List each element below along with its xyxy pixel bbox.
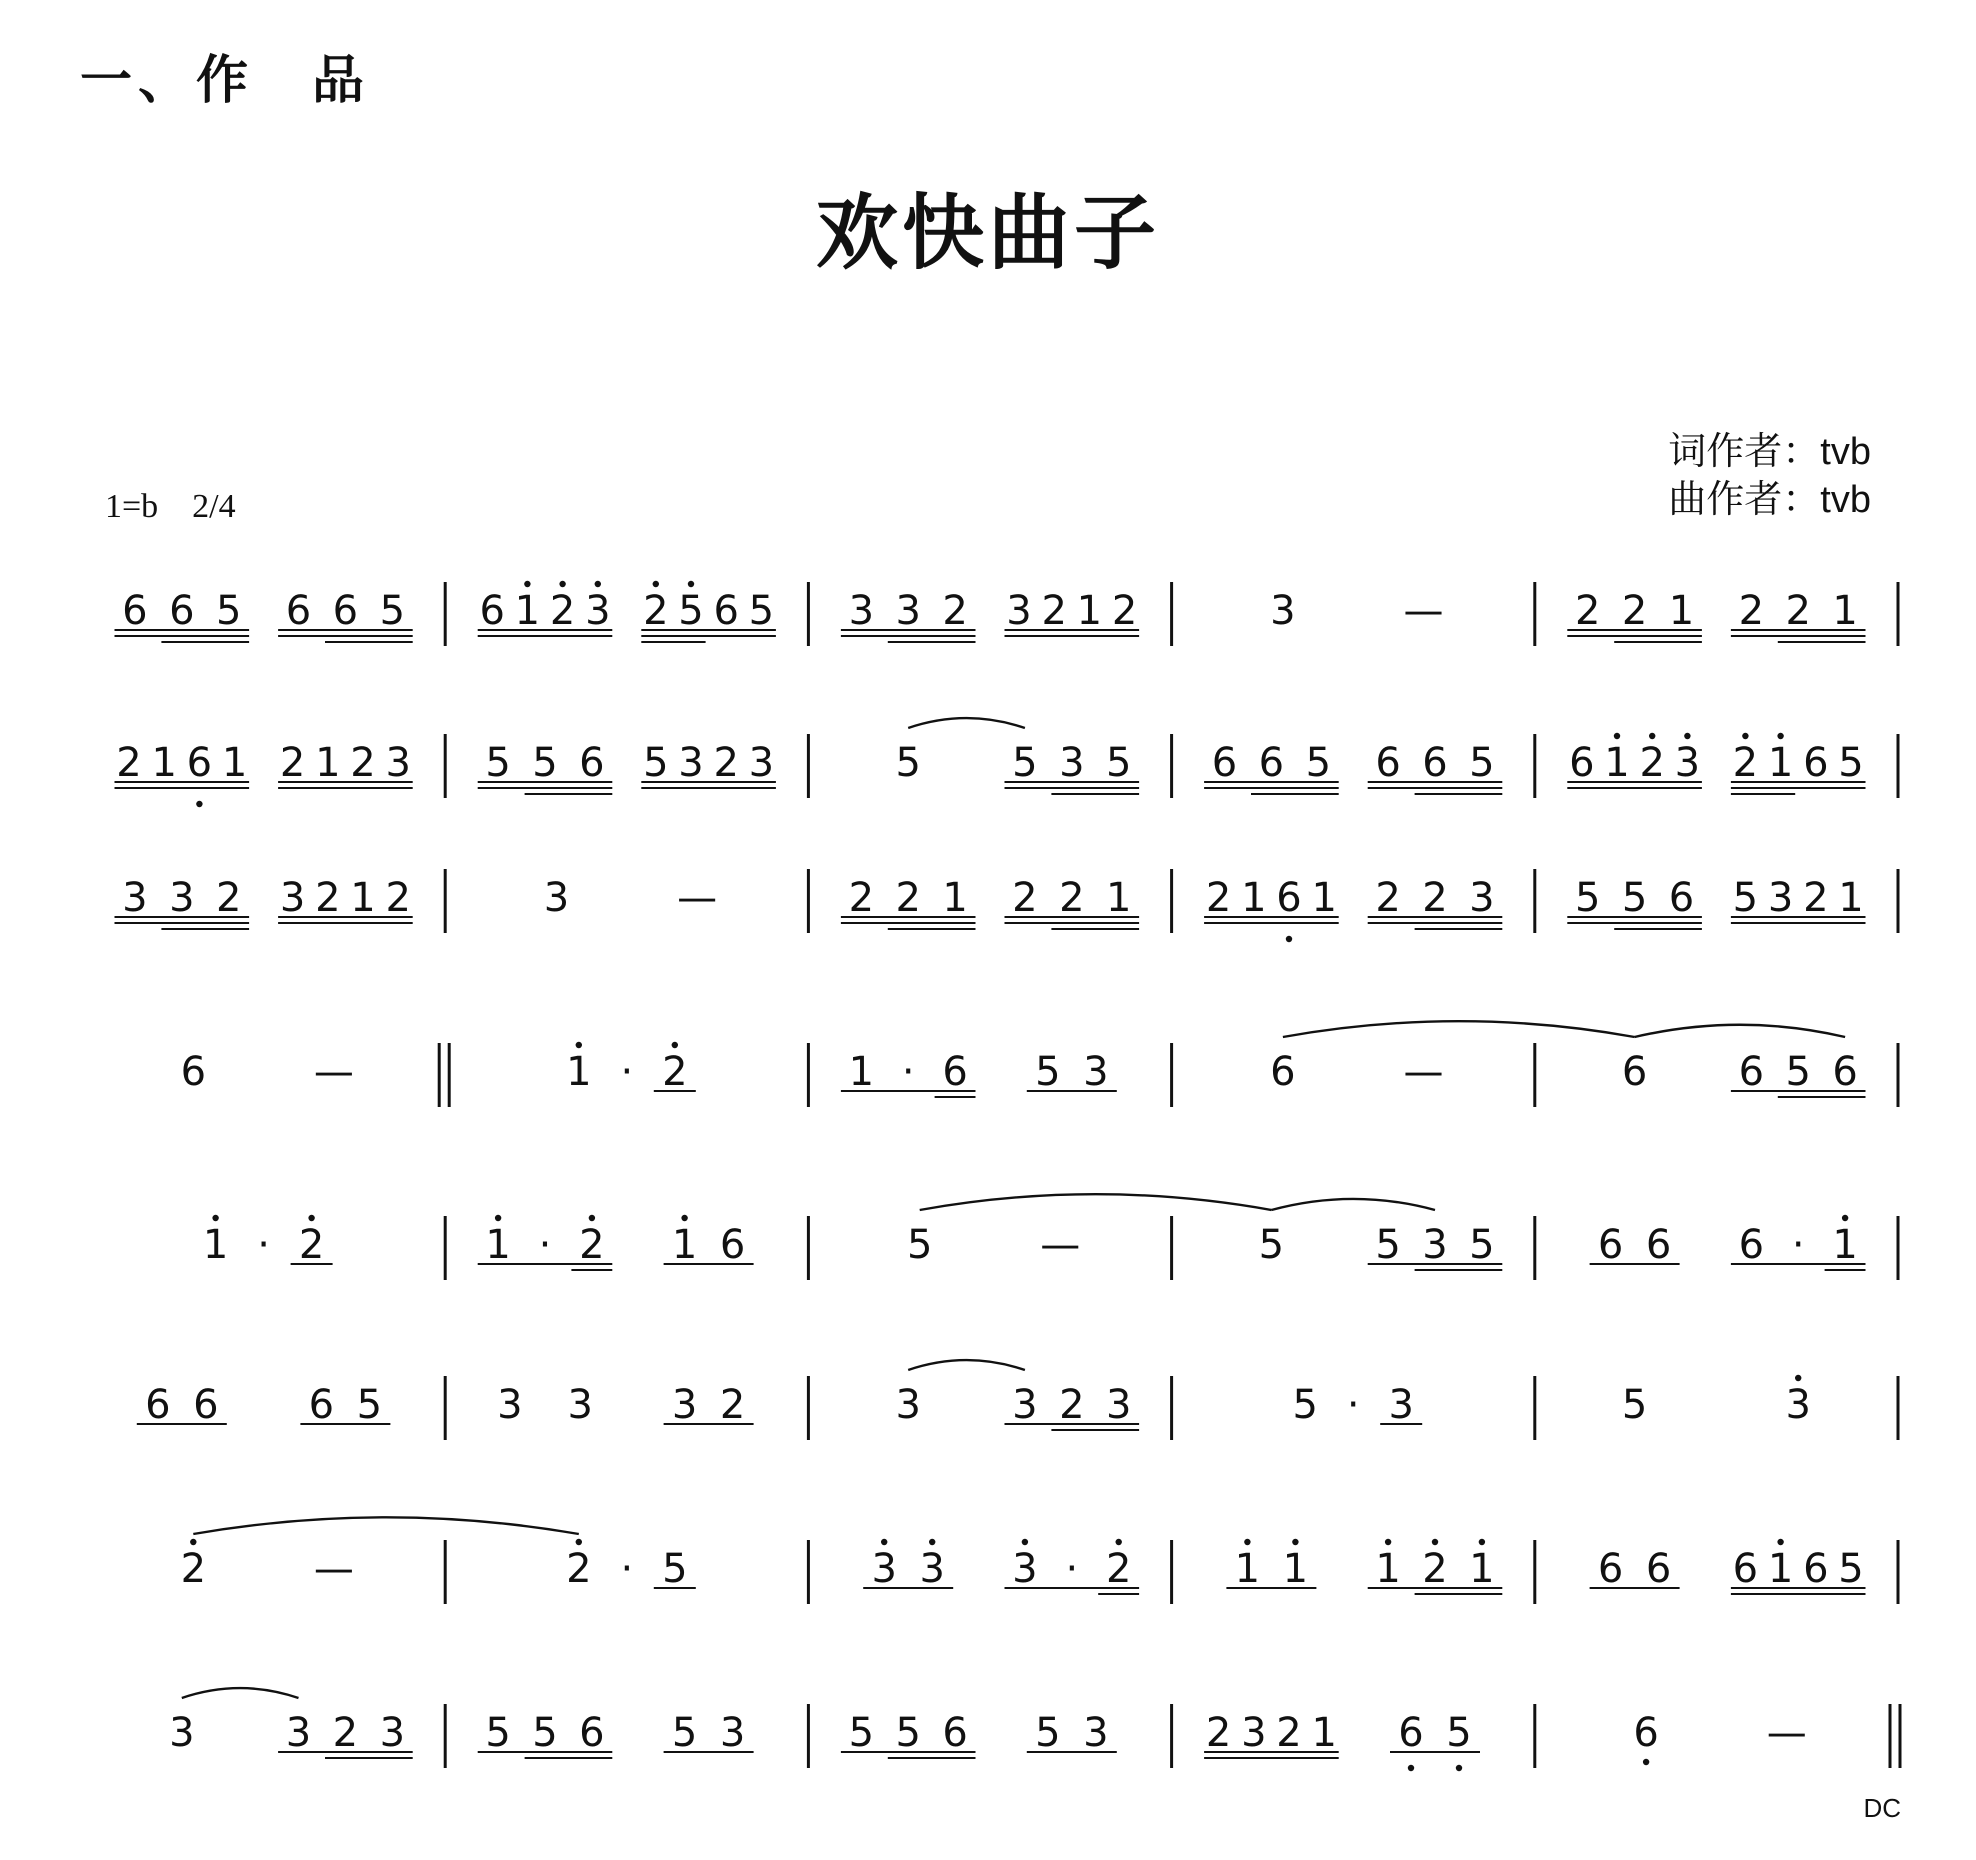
note: 2 [350,740,376,786]
dash-note: — [1766,1710,1807,1756]
dash-note: — [1403,1049,1444,1095]
note: 6 [579,740,605,786]
note: 1 [1076,588,1103,634]
note: 1 [514,588,541,634]
note: 2 [315,875,341,921]
note: 6 [1211,740,1238,786]
note: 6 [1258,740,1285,786]
note: 6 [579,1710,605,1756]
song-title: 欢快曲子 [815,185,1160,281]
note: 1 [1469,1546,1495,1592]
note: 1 [1604,740,1630,786]
note: 6 [942,1710,968,1756]
note: 5 [906,1222,933,1268]
note: 5 [895,740,921,786]
dot-note: · [620,1049,634,1095]
note: 1 [1105,875,1132,921]
note: 5 [671,1710,698,1756]
note: 1 [202,1222,229,1268]
note: 2 [1621,588,1648,634]
note: 1 [1241,875,1267,921]
slur [920,1194,1272,1210]
octave-up-dot [576,1042,582,1048]
note: 6 [122,588,148,634]
note: 5 [379,588,406,634]
note: 6 [1398,1710,1424,1756]
note: 6 [145,1382,171,1428]
octave-down-dot [1408,1765,1414,1771]
note: 2 [1574,588,1601,634]
note: 2 [1205,1710,1232,1756]
note: 2 [1639,740,1665,786]
slur [1635,1025,1846,1037]
note: 3 [1012,1382,1038,1428]
slur [1283,1021,1635,1037]
octave-up-dot [589,1215,595,1221]
note: 5 [662,1546,688,1592]
note: 5 [532,740,558,786]
note: 2 [279,740,306,786]
note: 2 [713,740,739,786]
composer-credit: 曲作者：tvb [1668,479,1871,521]
octave-up-dot [1795,1375,1801,1381]
dot-note: · [538,1222,552,1268]
note: 6 [1832,1049,1858,1095]
note: 6 [1621,1049,1648,1095]
octave-up-dot [212,1215,218,1221]
note: 2 [579,1222,605,1268]
note: 2 [848,875,875,921]
section-heading: 一、作 品 [80,50,371,111]
note: 1 [566,1049,592,1095]
note: 6 [1422,740,1448,786]
note: 3 [1241,1710,1267,1756]
dot-note: · [901,1049,915,1095]
slur [193,1517,579,1534]
note: 5 [532,1710,558,1756]
octave-up-dot [672,1042,678,1048]
octave-up-dot [595,581,601,587]
octave-up-dot [881,1539,887,1545]
note: 2 [215,875,242,921]
note: 2 [1105,1546,1132,1592]
note: 5 [1469,1222,1495,1268]
octave-up-dot [190,1539,196,1545]
note: 6 [1597,1222,1624,1268]
octave-up-dot [1385,1539,1391,1545]
note: 5 [356,1382,383,1428]
octave-up-dot [1777,733,1783,739]
octave-up-dot [576,1539,582,1545]
octave-up-dot [524,581,530,587]
note: 3 [169,875,195,921]
note: 2 [385,875,411,921]
note: 5 [1375,1222,1401,1268]
note: 5 [1785,1049,1811,1095]
note: 2 [942,588,968,634]
note: 1 [1311,875,1337,921]
note: 3 [1469,875,1495,921]
note: 1 [151,740,177,786]
octave-up-dot [559,581,565,587]
note: 2 [1738,588,1765,634]
octave-up-dot [929,1539,935,1545]
octave-up-dot [1777,1539,1783,1545]
note: 6 [1633,1710,1659,1756]
note: 1 [1311,1710,1337,1756]
note: 5 [485,1710,511,1756]
note: 6 [479,588,505,634]
note: 6 [719,1222,746,1268]
note: 1 [1767,1546,1794,1592]
octave-up-dot [653,581,659,587]
note: 2 [1785,588,1811,634]
note: 5 [748,588,775,634]
note: 5 [643,740,669,786]
note: 3 [585,588,611,634]
note: 3 [919,1546,945,1592]
note: 6 [169,588,195,634]
octave-up-dot [308,1215,314,1221]
note: 1 [1832,588,1858,634]
note: 2 [1205,875,1232,921]
note: 3 [748,740,775,786]
note: 3 [671,1382,698,1428]
octave-down-dot [1456,1765,1462,1771]
octave-down-dot [1286,936,1292,942]
note: 3 [1105,1382,1132,1428]
dot-note: · [1791,1222,1805,1268]
note: 3 [895,588,921,634]
note: 1 [1282,1546,1309,1592]
slur [908,1360,1025,1370]
note: 3 [1270,588,1296,634]
dash-note: — [677,875,718,921]
note: 6 [1803,740,1829,786]
note: 1 [1234,1546,1261,1592]
octave-up-dot [1292,1539,1298,1545]
note: 5 [678,588,704,634]
note: 1 [1375,1546,1401,1592]
note: 2 [1803,875,1829,921]
note: 2 [643,588,669,634]
note: 5 [1574,875,1601,921]
note: 5 [1035,1710,1061,1756]
note: 3 [497,1382,523,1428]
note: 3 [1785,1382,1811,1428]
da-capo-mark: DC [1863,1793,1901,1823]
note: 3 [1012,1546,1038,1592]
note: 5 [1838,740,1864,786]
note: 3 [871,1546,897,1592]
note: 5 [1732,875,1759,921]
note: 1 [671,1222,698,1268]
note: 1 [485,1222,511,1268]
slur [182,1688,299,1698]
note: 3 [285,1710,312,1756]
note: 6 [180,1049,207,1095]
note: 6 [285,588,312,634]
note: 2 [1111,588,1138,634]
note: 3 [169,1710,195,1756]
octave-down-dot [1643,1759,1649,1765]
note: 6 [1738,1222,1765,1268]
octave-up-dot [495,1215,501,1221]
note: 5 [485,740,511,786]
note: 3 [1006,588,1032,634]
note: 3 [848,588,875,634]
note: 2 [332,1710,359,1756]
note: 6 [186,740,213,786]
note: 6 [1276,875,1302,921]
note: 3 [385,740,411,786]
note: 5 [895,1710,921,1756]
note: 3 [279,875,306,921]
note: 3 [379,1710,406,1756]
note: 5 [1621,875,1648,921]
octave-up-dot [1479,1539,1485,1545]
note: 6 [1645,1546,1672,1592]
note: 6 [1270,1049,1296,1095]
dot-note: · [1065,1546,1079,1592]
note: 2 [1041,588,1067,634]
note: 3 [567,1382,593,1428]
slur [1271,1199,1435,1210]
note: 1 [942,875,968,921]
note: 3 [1674,740,1701,786]
note: 2 [549,588,576,634]
octave-up-dot [1244,1539,1250,1545]
note: 2 [1732,740,1759,786]
note: 6 [1738,1049,1765,1095]
octave-up-dot [1116,1539,1122,1545]
note: 3 [122,875,148,921]
note: 3 [1059,740,1085,786]
note: 3 [1767,875,1794,921]
note: 2 [116,740,142,786]
octave-up-dot [1022,1539,1028,1545]
note: 2 [566,1546,592,1592]
slur [908,718,1025,728]
note: 2 [662,1049,688,1095]
note: 5 [215,588,242,634]
note: 1 [350,875,376,921]
note: 3 [1083,1710,1109,1756]
note: 1 [315,740,341,786]
note: 3 [543,875,570,921]
note: 1 [1838,875,1864,921]
note: 6 [1668,875,1695,921]
note: 2 [180,1546,207,1592]
note: 6 [1803,1546,1829,1592]
note: 5 [1105,740,1132,786]
note: 6 [713,588,739,634]
note: 2 [1422,875,1448,921]
note: 2 [1276,1710,1302,1756]
note: 6 [1597,1546,1624,1592]
note: 3 [1388,1382,1414,1428]
dot-note: · [1346,1382,1360,1428]
note: 5 [1621,1382,1648,1428]
note: 5 [1838,1546,1864,1592]
note: 5 [1469,740,1495,786]
note: 5 [848,1710,875,1756]
note: 5 [1012,740,1038,786]
note: 6 [1569,740,1595,786]
octave-down-dot [196,801,202,807]
note: 1 [848,1049,875,1095]
octave-up-dot [1614,733,1620,739]
dash-note: — [313,1546,354,1592]
octave-up-dot [1842,1215,1848,1221]
octave-up-dot [681,1215,687,1221]
octave-up-dot [1432,1539,1438,1545]
note: 6 [942,1049,968,1095]
note: 6 [193,1382,219,1428]
octave-up-dot [1649,733,1655,739]
note: 5 [1446,1710,1472,1756]
note: 3 [895,1382,921,1428]
dot-note: · [620,1546,634,1592]
note: 2 [1059,875,1085,921]
note: 5 [1035,1049,1061,1095]
dash-note: — [1403,588,1444,634]
note: 1 [1832,1222,1858,1268]
note: 2 [1422,1546,1448,1592]
note: 5 [1305,740,1332,786]
octave-up-dot [1684,733,1690,739]
note: 2 [1059,1382,1085,1428]
lyricist-credit: 词作者：tvb [1668,431,1871,473]
note: 3 [1422,1222,1448,1268]
note: 5 [1258,1222,1285,1268]
note: 2 [1012,875,1038,921]
note: 6 [1375,740,1401,786]
note: 1 [1668,588,1695,634]
dash-note: — [313,1049,354,1095]
dot-note: · [257,1222,270,1268]
key-signature: 1=b 2/4 [105,488,236,525]
dash-note: — [1040,1222,1081,1268]
octave-up-dot [1742,733,1748,739]
note: 2 [1375,875,1401,921]
note: 3 [719,1710,746,1756]
note: 2 [895,875,921,921]
note: 2 [298,1222,325,1268]
note: 3 [678,740,704,786]
note: 6 [308,1382,335,1428]
note: 5 [1292,1382,1318,1428]
note: 2 [719,1382,746,1428]
note: 1 [221,740,248,786]
note: 1 [1767,740,1794,786]
note: 6 [332,588,359,634]
note: 6 [1732,1546,1759,1592]
note: 3 [1083,1049,1109,1095]
octave-up-dot [688,581,694,587]
note: 6 [1645,1222,1672,1268]
